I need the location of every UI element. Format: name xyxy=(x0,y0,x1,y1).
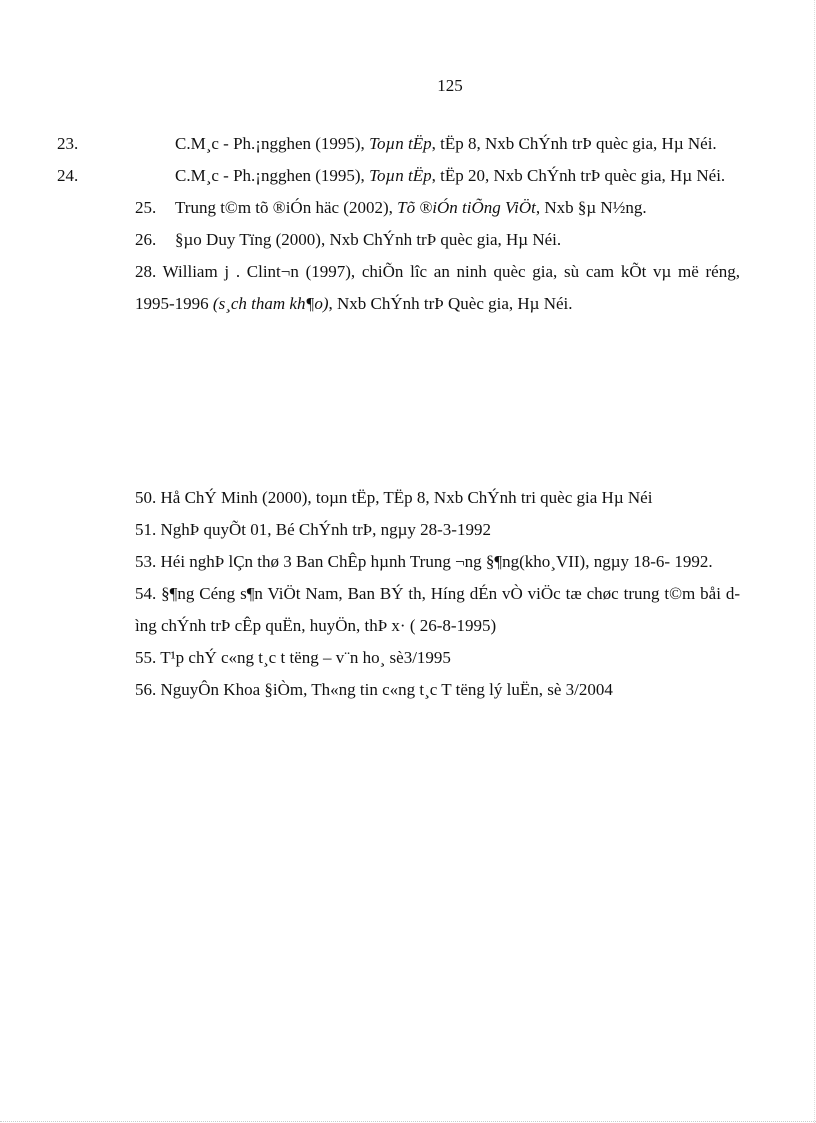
reference-text: C.M¸c - Ph.¡ngghen (1995), xyxy=(175,134,370,153)
reference-title: Toµn tËp xyxy=(369,134,432,153)
reference-number: 23. xyxy=(57,134,79,153)
reference-number: 54. xyxy=(135,584,157,603)
reference-text: §¶ng Céng s¶n ViÖt Nam, Ban BÝ th, Híng dÉn vÒ viÖc tæ chøc trung t©m båi dìng chÝnh trÞ cÊp quËn, huyÖn, thÞ x· ( 26-8-1995) xyxy=(135,584,741,635)
reference-number: 56. xyxy=(135,680,157,699)
reference-title: Tõ ®iÓn tiÕng ViÖt xyxy=(397,198,536,217)
reference-list-b xyxy=(135,482,740,706)
reference-list-a xyxy=(57,128,740,320)
reference-text: Héi nghÞ lÇn thø 3 Ban ChÊp hµnh Trung ¬ng §¶ng(kho¸VII), ngµy 18-6- 1992. xyxy=(160,552,713,571)
reference-number: 53. xyxy=(135,552,157,571)
reference-item xyxy=(135,546,740,578)
reference-number: 28. xyxy=(135,262,157,281)
reference-text: William j . Clint¬n (1997), chiÕn lîc an ninh quèc gia, sù cam kÕt vµ më réng, 1995-1996 xyxy=(135,262,740,313)
reference-number: 24. xyxy=(57,166,79,185)
reference-item xyxy=(57,160,740,192)
reference-title: Toµn tËp xyxy=(369,166,432,185)
page-number: 125 xyxy=(437,76,463,95)
reference-number: 51. xyxy=(135,520,157,539)
reference-item xyxy=(135,256,740,320)
reference-text: , tËp 20, Nxb ChÝnh trÞ quèc gia, Hµ Néi. xyxy=(431,166,726,185)
reference-text: C.M¸c - Ph.¡ngghen (1995), xyxy=(175,166,370,185)
reference-text: , Nxb ChÝnh trÞ Quèc gia, Hµ Néi. xyxy=(328,294,573,313)
reference-item xyxy=(135,674,740,706)
reference-text: Hå ChÝ Minh (2000), toµn tËp, TËp 8, Nxb ChÝnh tri quèc gia Hµ Néi xyxy=(160,488,653,507)
reference-number: 26. xyxy=(135,230,157,249)
reference-number: 25. xyxy=(135,198,157,217)
reference-text: NghÞ quyÕt 01, Bé ChÝnh trÞ, ngµy 28-3-1992 xyxy=(160,520,491,539)
reference-text: , Nxb §µ N½ng. xyxy=(535,198,647,217)
reference-item xyxy=(135,514,740,546)
reference-text: Trung t©m tõ ®iÓn häc (2002), xyxy=(175,198,398,217)
reference-title: (s¸ch tham kh¶o) xyxy=(212,294,329,313)
reference-item xyxy=(135,482,740,514)
reference-text: §µo Duy Tïng (2000), Nxb ChÝnh trÞ quèc gia, Hµ Néi. xyxy=(175,230,562,249)
reference-text: NguyÔn Khoa §iÒm, Th«ng tin c«ng t¸c T tëng lý luËn, sè 3/2004 xyxy=(160,680,613,699)
reference-item xyxy=(135,192,740,224)
reference-item xyxy=(135,224,740,256)
reference-text: T¹p chÝ c«ng t¸c t tëng – v¨n ho¸ sè3/1995 xyxy=(160,648,451,667)
reference-text: , tËp 8, Nxb ChÝnh trÞ quèc gia, Hµ Néi. xyxy=(431,134,717,153)
reference-number: 55. xyxy=(135,648,157,667)
reference-item xyxy=(135,578,740,642)
reference-item xyxy=(57,128,740,160)
reference-number: 50. xyxy=(135,488,157,507)
reference-item xyxy=(135,642,740,674)
